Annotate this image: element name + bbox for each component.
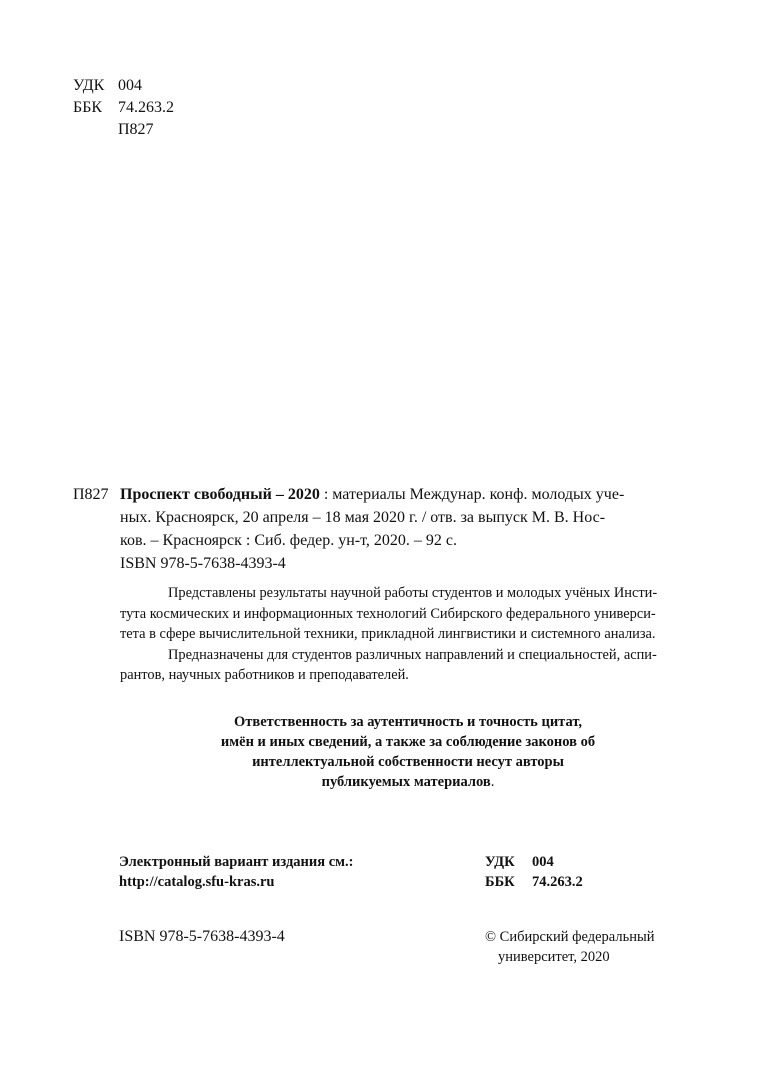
- biblio-text: [120, 483, 693, 575]
- biblio-code: П827: [73, 486, 109, 503]
- bbk-value: 74.263.2: [118, 99, 174, 116]
- catalog-link[interactable]: http://catalog.sfu-kras.ru: [119, 874, 275, 890]
- abstract: [120, 583, 696, 686]
- udk-label: УДК: [485, 854, 515, 870]
- classification-block: [73, 75, 174, 141]
- udk-value: 004: [118, 77, 142, 94]
- classification-block-footer: [485, 852, 583, 892]
- author-mark: П827: [118, 121, 154, 138]
- notice-line: публикуемых материалов: [321, 774, 491, 790]
- bbk-label: ББК: [73, 99, 103, 116]
- electronic-version-label: Электронный вариант издания см.:: [119, 854, 354, 870]
- biblio-isbn: ISBN 978-5-7638-4393-4: [120, 555, 286, 572]
- abstract-line: тета в сфере вычислительной техники, прикладной лингвистики и системного анализа.: [120, 626, 656, 642]
- bbk-value: 74.263.2: [532, 874, 583, 890]
- copyright-line: университет, 2020: [498, 949, 610, 965]
- udk-label: УДК: [73, 77, 105, 94]
- abstract-line: Представлены результаты научной работы студентов и молодых учёных Инсти-: [168, 585, 658, 601]
- biblio-line1: : материалы Междунар. конф. молодых уче-: [319, 486, 625, 503]
- bbk-label: ББК: [485, 874, 515, 890]
- notice-line: имён и иных сведений, а также за соблюдение законов об: [220, 734, 596, 750]
- responsibility-notice: [120, 712, 696, 792]
- biblio-line3: ков. – Красноярск : Сиб. федер. ун-т, 2020. – 92 с.: [120, 532, 457, 549]
- electronic-version: [119, 852, 354, 892]
- biblio-row: [73, 483, 693, 575]
- notice-period: .: [490, 774, 495, 790]
- abstract-line: Предназначены для студентов различных направлений и специальностей, аспи-: [168, 646, 657, 663]
- udk-row: [73, 75, 174, 97]
- abstract-line: рантов, научных работников и преподавателей.: [120, 667, 409, 683]
- copyright: [485, 927, 654, 967]
- notice-line: Ответственность за аутентичность и точность цитат,: [233, 714, 583, 730]
- copyright-line: © Сибирский федеральный: [485, 929, 655, 945]
- author-mark-row: [73, 119, 174, 141]
- notice-line: интеллектуальной собственности несут авторы: [252, 754, 564, 770]
- book-title: Проспект свободный – 2020: [120, 486, 320, 503]
- bbk-row: [73, 97, 174, 119]
- bibliographic-record: [73, 483, 693, 575]
- abstract-line: тута космических и информационных технологий Сибирского федерального универси-: [120, 605, 656, 622]
- udk-value: 004: [532, 854, 554, 870]
- biblio-line2: ных. Красноярск, 20 апреля – 18 мая 2020 г. / отв. за выпуск М. В. Нос-: [120, 509, 606, 526]
- footer-isbn: ISBN 978-5-7638-4393-4: [119, 928, 285, 945]
